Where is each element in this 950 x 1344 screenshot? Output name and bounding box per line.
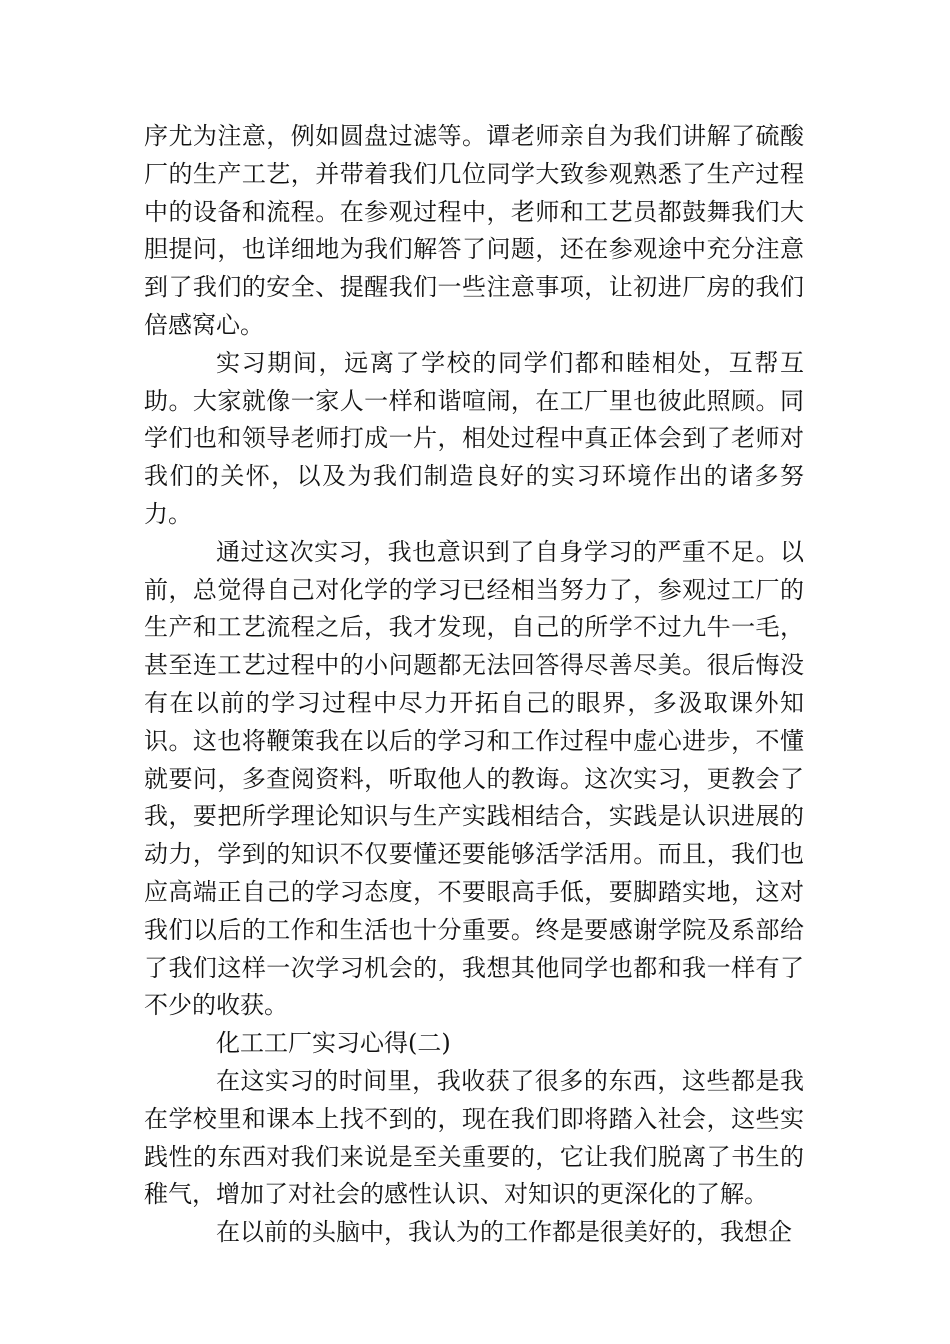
paragraph-1: 序尤为注意，例如圆盘过滤等。谭老师亲自为我们讲解了硫酸厂的生产工艺，并带着我们几位同学大致参观熟悉了生产过程中的设备和流程。在参观过程中，老师和工艺员都鼓舞我们大胆提问，也详细地为我们解答了问题，还在参观途中充分注意到了我们的安全、提醒我们一些注意事项，让初进厂房的我们倍感窝心。 bbox=[144, 122, 804, 339]
paragraph-4: 在这实习的时间里，我收获了很多的东西，这些都是我在学校里和课本上找不到的，现在我们即将踏入社会，这些实践性的东西对我们来说是至关重要的，它让我们脱离了书生的稚气，增加了对社会的感性认识、对知识的更深化的了解。 bbox=[144, 1066, 804, 1209]
paragraph-2: 实习期间，远离了学校的同学们都和睦相处，互帮互助。大家就像一家人一样和谐喧闹，在工厂里也彼此照顾。同学们也和领导老师打成一片，相处过程中真正体会到了老师对我们的关怀，以及为我们制造良好的实习环境作出的诸多努力。 bbox=[144, 348, 804, 528]
paragraph-5: 在以前的头脑中，我认为的工作都是很美好的，我想企 bbox=[216, 1218, 792, 1247]
paragraph-3: 通过这次实习，我也意识到了自身学习的严重不足。以前，总觉得自己对化学的学习已经相当努力了，参观过工厂的生产和工艺流程之后，我才发现，自己的所学不过九牛一毛，甚至连工艺过程中的小问题都无法回答得尽善尽美。很后悔没有在以前的学习过程中尽力开拓自己的眼界，多汲取课外知识。这也将鞭策我在以后的学习和工作过程中虚心进步，不懂就要问，多查阅资料，听取他人的教诲。这次实习，更教会了我，要把所学理论知识与生产实践相结合，实践是认识进展的动力，学到的知识不仅要懂还要能够活学活用。而且，我们也应高端正自己的学习态度，不要眼高手低，要脚踏实地，这对我们以后的工作和生活也十分重要。终是要感谢学院及系部给了我们这样一次学习机会的，我想其他同学也都和我一样有了不少的收获。 bbox=[144, 537, 804, 1020]
document-body bbox=[144, 118, 804, 1252]
section-heading: 化工工厂实习心得(二) bbox=[216, 1029, 451, 1058]
